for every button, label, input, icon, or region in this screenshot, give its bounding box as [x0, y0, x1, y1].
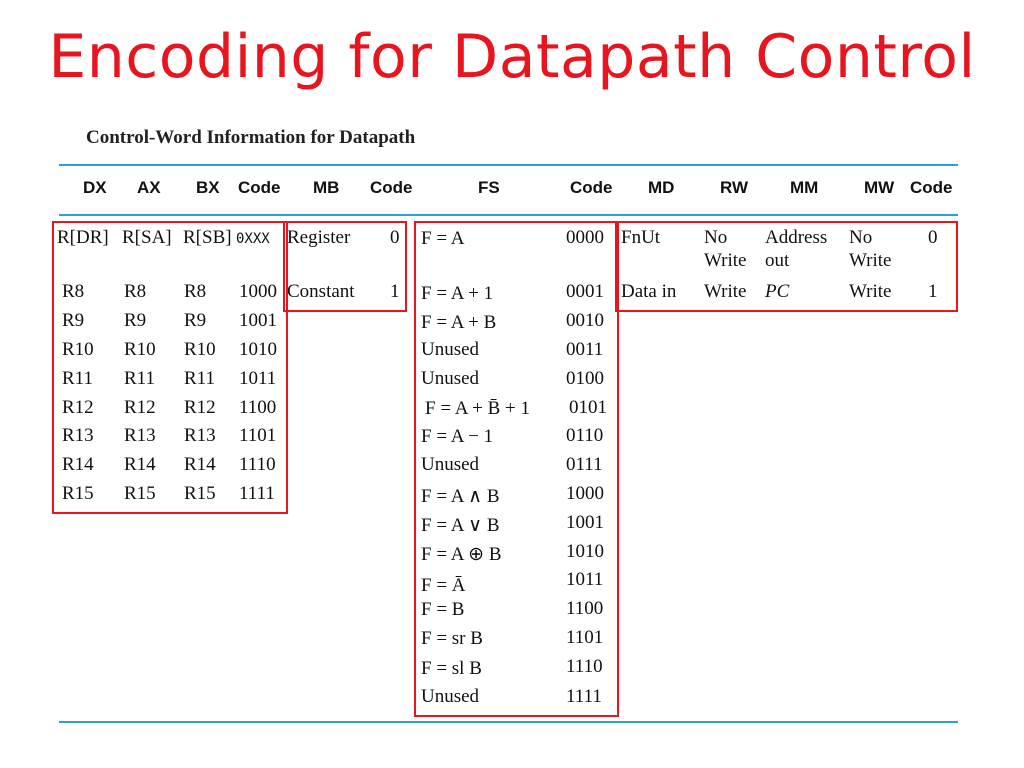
- mb-code-cell: 1: [390, 281, 400, 302]
- fs-code-cell: 0111: [566, 454, 603, 475]
- fs-op-cell: Unused: [421, 454, 480, 475]
- fs-code-cell: 1110: [566, 656, 603, 677]
- md-cell: Data in: [621, 281, 677, 302]
- dx-cell: R15: [62, 483, 94, 504]
- fs-op-cell: F = sl B: [421, 658, 482, 679]
- header-mb: MB: [313, 178, 340, 197]
- mw-cell: Write: [849, 281, 892, 302]
- mm-cell: Address: [765, 227, 828, 248]
- register-highlight-box: [52, 221, 288, 514]
- bx-cell: R11: [184, 368, 215, 389]
- fs-op-cell: F = A − 1: [421, 426, 494, 447]
- reg-code-cell: 1000: [239, 281, 277, 302]
- header-bx: BX: [196, 178, 220, 197]
- bx-cell: R12: [184, 397, 216, 418]
- rw-cell: Write: [704, 250, 747, 271]
- bottom-rule: [59, 721, 958, 723]
- reg-code-cell: 1001: [239, 310, 277, 331]
- ax-cell: R15: [124, 483, 156, 504]
- fs-code-cell: 1011: [566, 569, 604, 590]
- fs-op-cell: F = A + 1: [421, 283, 494, 304]
- ax-cell: R10: [124, 339, 156, 360]
- fs-code-cell: 0001: [566, 281, 604, 302]
- dx-cell: R13: [62, 425, 94, 446]
- fs-code-cell: 1010: [566, 541, 604, 562]
- header-code: Code: [570, 178, 613, 197]
- header-dx: DX: [83, 178, 107, 197]
- fs-op-cell: F = A ⊕ B: [421, 544, 502, 565]
- header-code: Code: [910, 178, 953, 197]
- fs-highlight-box: [414, 221, 619, 717]
- reg-code-cell: 0XXX: [236, 231, 270, 247]
- fs-op-cell: F = A ∧ B: [421, 486, 500, 507]
- header-ax: AX: [137, 178, 161, 197]
- rw-cell: No: [704, 227, 728, 248]
- reg-code-cell: 1100: [239, 397, 277, 418]
- header-rw: RW: [720, 178, 749, 197]
- reg-code-cell: 1110: [239, 454, 276, 475]
- reg-code-cell: 1010: [239, 339, 277, 360]
- fs-code-cell: 1111: [566, 686, 602, 707]
- mw-cell: Write: [849, 250, 892, 271]
- header-mw: MW: [864, 178, 895, 197]
- reg-code-cell: 1111: [239, 483, 275, 504]
- bx-cell: R15: [184, 483, 216, 504]
- fs-code-cell: 1101: [566, 627, 604, 648]
- bx-cell: R[SB]: [183, 227, 232, 248]
- fs-code-cell: 0100: [566, 368, 604, 389]
- mw-code-cell: 0: [928, 227, 938, 248]
- dx-cell: R12: [62, 397, 94, 418]
- dx-cell: R9: [62, 310, 85, 331]
- fs-code-cell: 0000: [566, 227, 604, 248]
- ax-cell: R11: [124, 368, 155, 389]
- bx-cell: R10: [184, 339, 216, 360]
- header-md: MD: [648, 178, 675, 197]
- fs-code-cell: 1000: [566, 483, 604, 504]
- mw-cell: No: [849, 227, 873, 248]
- dx-cell: R[DR]: [57, 227, 109, 248]
- ax-cell: R13: [124, 425, 156, 446]
- fs-code-cell: 1001: [566, 512, 604, 533]
- mb-label-cell: Constant: [287, 281, 355, 302]
- mw-code-cell: 1: [928, 281, 938, 302]
- header-fs: FS: [478, 178, 500, 197]
- fs-op-cell: F = A + B: [421, 312, 497, 333]
- fs-op-cell: F = A: [421, 228, 465, 249]
- dx-cell: R14: [62, 454, 94, 475]
- reg-code-cell: 1101: [239, 425, 277, 446]
- ax-cell: R14: [124, 454, 156, 475]
- ax-cell: R[SA]: [122, 227, 172, 248]
- bx-cell: R8: [184, 281, 207, 302]
- fs-code-cell: 0011: [566, 339, 604, 360]
- fs-code-cell: 0101: [569, 397, 607, 418]
- mm-cell: PC: [765, 281, 790, 302]
- ax-cell: R8: [124, 281, 147, 302]
- control-highlight-box: [615, 221, 958, 312]
- ax-cell: R9: [124, 310, 147, 331]
- fs-op-cell: F = A ∨ B: [421, 515, 500, 536]
- table-caption: Control-Word Information for Datapath: [86, 127, 416, 148]
- fs-op-cell: Unused: [421, 339, 480, 360]
- bx-cell: R9: [184, 310, 207, 331]
- reg-code-cell: 1011: [239, 368, 277, 389]
- header-rule: [59, 214, 958, 216]
- dx-cell: R8: [62, 281, 85, 302]
- slide-title: Encoding for Datapath Control: [48, 22, 976, 92]
- dx-cell: R11: [62, 368, 93, 389]
- header-mm: MM: [790, 178, 819, 197]
- header-code: Code: [238, 178, 281, 197]
- fs-code-cell: 0010: [566, 310, 604, 331]
- bx-cell: R14: [184, 454, 216, 475]
- rw-cell: Write: [704, 281, 747, 302]
- mb-label-cell: Register: [287, 227, 351, 248]
- fs-op-cell: Unused: [421, 686, 480, 707]
- header-code: Code: [370, 178, 413, 197]
- dx-cell: R10: [62, 339, 94, 360]
- fs-op-cell: F = Ā: [421, 575, 466, 596]
- mb-highlight-box: [283, 221, 407, 312]
- fs-op-cell: F = sr B: [421, 628, 483, 649]
- fs-op-cell: Unused: [421, 368, 480, 389]
- fs-op-cell: F = B: [421, 599, 465, 620]
- ax-cell: R12: [124, 397, 156, 418]
- fs-code-cell: 0110: [566, 425, 604, 446]
- fs-code-cell: 1100: [566, 598, 604, 619]
- md-cell: FnUt: [621, 227, 661, 248]
- mb-code-cell: 0: [390, 227, 400, 248]
- fs-op-cell: F = A + B̄ + 1: [425, 398, 531, 419]
- bx-cell: R13: [184, 425, 216, 446]
- mm-cell: out: [765, 250, 790, 271]
- top-rule: [59, 164, 958, 166]
